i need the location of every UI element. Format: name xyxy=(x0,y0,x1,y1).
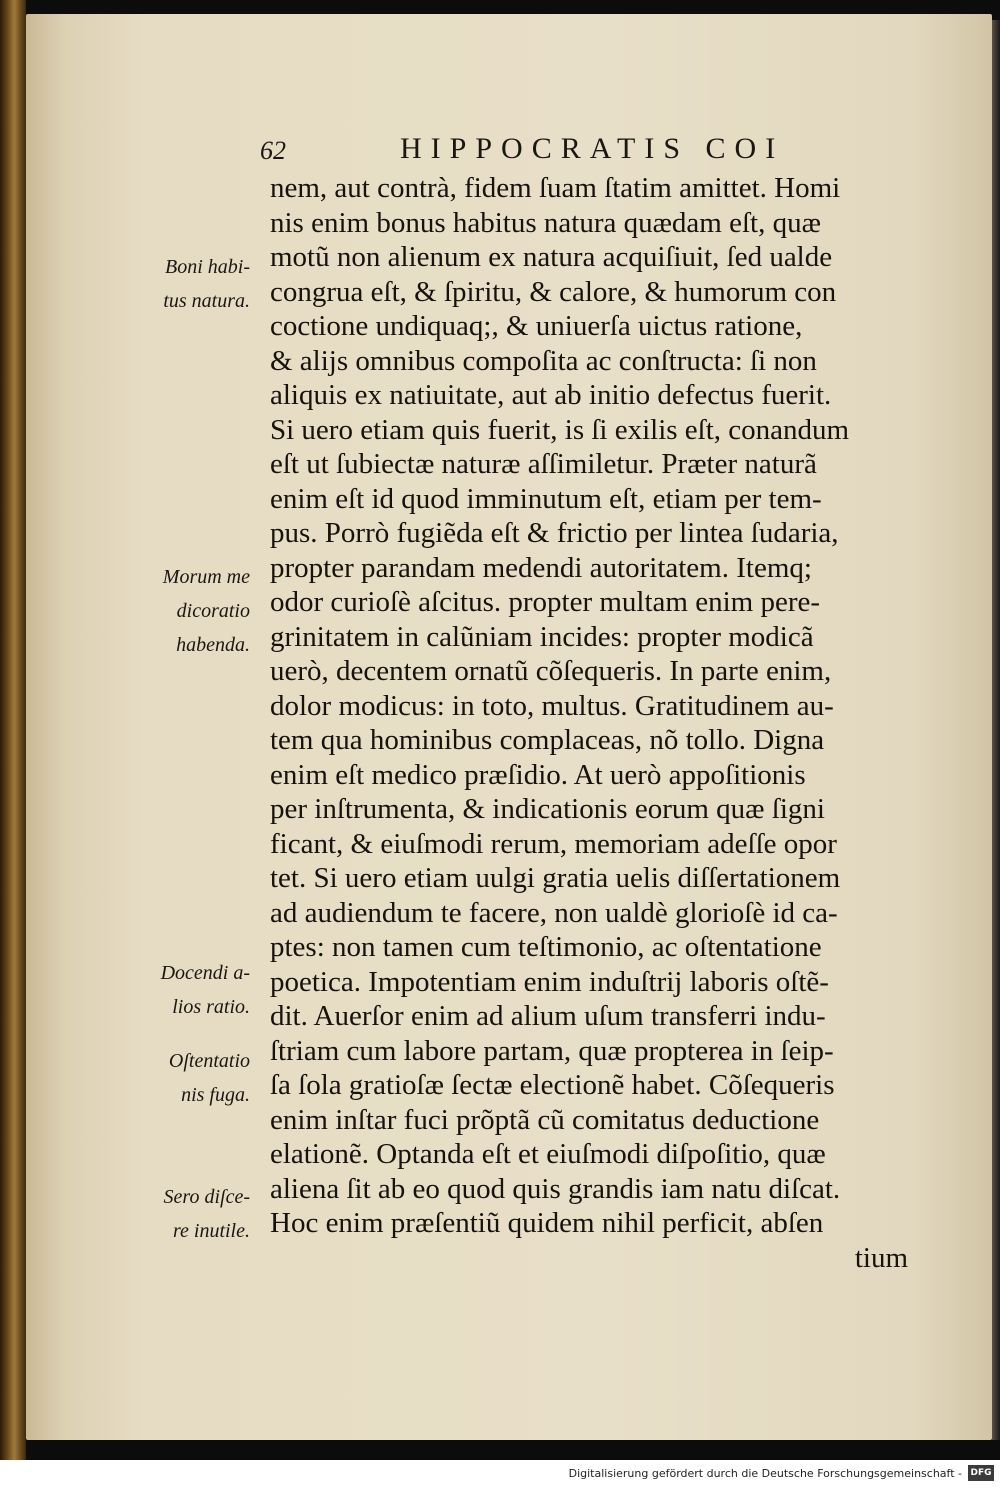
margin-note-line: dicoratio xyxy=(176,600,250,622)
text-line: ad audiendum te facere, non ualdè glorioſè id ca- xyxy=(270,896,838,929)
text-line: odor curioſè aſcitus. propter multam enim pere- xyxy=(270,586,821,618)
page-edge xyxy=(992,20,1000,1440)
text-line: Si uero etiam quis fuerit, is ſi exilis eſt, conandum xyxy=(270,413,850,446)
text-line: dit. Auerſor enim ad alium uſum transferri indu- xyxy=(270,1000,826,1032)
body-text xyxy=(270,171,908,1275)
text-line: grinitatem in calũniam incides: propter modicã xyxy=(270,620,814,653)
text-line: pus. Porrò fugiẽda eſt & frictio per lintea ſudaria, xyxy=(270,517,839,549)
text-line: Hoc enim præſentiũ quidem nihil perficit, abſen xyxy=(270,1207,824,1239)
text-line: ſa ſola gratioſæ ſectæ electionẽ habet. Cõſequeris xyxy=(270,1069,835,1101)
text-line: ficant, & eiuſmodi rerum, memoriam adeſſe opor xyxy=(270,827,837,860)
margin-note-line: Oſtentatio xyxy=(168,1050,250,1072)
text-line: enim eſt id quod imminutum eſt, etiam per tem- xyxy=(270,482,822,515)
text-line: eſt ut ſubiectæ naturæ aſſimiletur. Præter naturã xyxy=(270,448,817,480)
text-line: propter parandam medendi autoritatem. Itemq; xyxy=(270,551,812,584)
text-line: aliquis ex natiuitate, aut ab initio defectus fuerit. xyxy=(270,379,832,411)
dfg-logo-icon: DFG xyxy=(968,1465,994,1481)
text-line: dolor modicus: in toto, multus. Gratitudinem au- xyxy=(270,689,834,722)
text-line: tem qua hominibus complaceas, nõ tollo. Digna xyxy=(270,724,825,756)
page-header xyxy=(260,132,900,172)
funding-credit-text: Digitalisierung gefördert durch die Deutsche Forschungsgemeinschaft - xyxy=(568,1467,962,1480)
text-line: per inſtrumenta, & indicationis eorum quæ ſigni xyxy=(270,793,825,825)
text-line: ptes: non tamen cum teſtimonio, ac oſtentatione xyxy=(270,931,822,963)
margin-note-line: nis fuga. xyxy=(181,1084,250,1106)
text-line: & alijs omnibus compoſita ac conſtructa: ſi non xyxy=(270,344,817,377)
text-line: aliena ſit ab eo quod quis grandis iam natu diſcat. xyxy=(270,1172,841,1205)
margin-note-line: Morum me xyxy=(162,566,250,588)
margin-note-line: lios ratio. xyxy=(172,996,250,1018)
margin-note-line: Sero diſce- xyxy=(163,1186,250,1208)
text-line: ſtriam cum labore partam, quæ propterea in ſeip- xyxy=(270,1034,834,1067)
margin-note-boni-habitus xyxy=(128,250,250,318)
text-line: nem, aut contrà, fidem ſuam ſtatim amittet. Homi xyxy=(270,172,841,204)
book-spine xyxy=(0,0,26,1460)
margin-note-sero-discere xyxy=(128,1180,250,1248)
margin-note-line: Boni habi- xyxy=(165,256,250,278)
text-line: tet. Si uero etiam uulgi gratia uelis diſſertationem xyxy=(270,862,841,894)
margin-note-line: Docendi a- xyxy=(160,962,250,984)
margin-note-line: re inutile. xyxy=(172,1220,250,1242)
text-line: enim eſt medico præſidio. At uerò appoſitionis xyxy=(270,758,806,791)
text-line: poetica. Impotentiam enim induſtrij laboris oſtẽ- xyxy=(270,965,829,998)
text-line: elationẽ. Optanda eſt et eiuſmodi diſpoſitio, quæ xyxy=(270,1138,826,1170)
margin-note-ostentationis xyxy=(128,1044,250,1112)
margin-note-line: tus natura. xyxy=(163,290,250,312)
text-line: nis enim bonus habitus natura quædam eſt, quæ xyxy=(270,206,821,239)
catchword: tium xyxy=(854,1241,908,1274)
text-line: enim inſtar fuci prõptã cũ comitatus deductione xyxy=(270,1103,820,1136)
text-line: congrua eſt, & ſpiritu, & calore, & humorum con xyxy=(270,275,837,308)
margin-note-morum-medico xyxy=(128,560,250,662)
margin-note-line: habenda. xyxy=(176,634,250,656)
text-line: motũ non alienum ex natura acquiſiuit, ſed ualde xyxy=(270,241,833,273)
page-number: 62 xyxy=(260,136,286,165)
running-head: HIPPOCRATIS COI xyxy=(400,132,785,165)
footer-credit xyxy=(0,1460,1000,1488)
text-line: uerò, decentem ornatũ cõſequeris. In parte enim, xyxy=(270,655,832,687)
text-line: coctione undiquaq;, & uniuerſa uictus ratione, xyxy=(270,310,803,342)
margin-note-docendi-alios xyxy=(128,956,250,1024)
